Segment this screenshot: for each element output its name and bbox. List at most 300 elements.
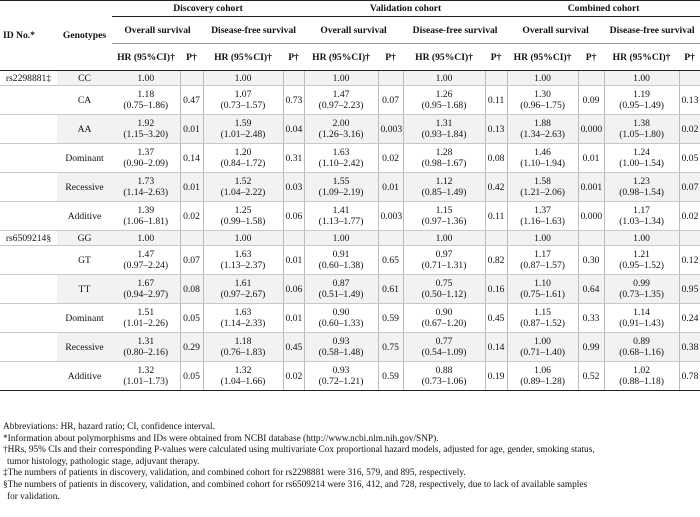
p-value: 0.47	[180, 86, 203, 115]
cohort-header-discovery: Discovery cohort	[112, 1, 304, 17]
snp-id: rs6509214§	[0, 231, 57, 246]
hr-header: HR (95%CI)†	[304, 44, 378, 71]
hr-value: 1.51	[137, 307, 155, 318]
table-row	[0, 115, 700, 144]
ci-value: (1.04–1.66)	[220, 376, 266, 387]
hr-value: 1.00	[604, 231, 679, 246]
genotype-label: Recessive	[57, 173, 112, 202]
hr-value: 1.63	[234, 249, 252, 260]
hr-value: 1.18	[234, 336, 252, 347]
hr-ci-cell	[604, 115, 679, 144]
hr-value: 1.26	[435, 89, 453, 100]
hr-value: 0.93	[332, 336, 350, 347]
hr-value: 1.37	[137, 147, 155, 158]
ci-value: (0.75–1.86)	[123, 100, 169, 111]
ci-value: (0.85–1.49)	[421, 187, 467, 198]
hr-ci-cell	[304, 362, 378, 391]
hr-ci-cell	[604, 362, 679, 391]
os-header: Overall survival	[304, 17, 403, 44]
ci-value: (0.60–1.38)	[318, 260, 364, 271]
snp-id-spacer	[0, 275, 57, 304]
ci-value: (1.15–3.20)	[123, 129, 169, 140]
p-value: 0.02	[180, 202, 203, 231]
genotype-label: Additive	[57, 202, 112, 231]
hr-ci-cell	[507, 304, 578, 333]
p-value: 0.52	[578, 362, 604, 391]
genotype-label: GG	[57, 231, 112, 246]
hr-value: 1.00	[403, 231, 485, 246]
hr-ci-cell	[604, 202, 679, 231]
p-header: P†	[485, 44, 507, 71]
hr-value: 1.00	[507, 231, 578, 246]
genotype-label: CA	[57, 86, 112, 115]
hr-value: 1.12	[435, 176, 453, 187]
hr-ci-cell	[507, 144, 578, 173]
p-value: 0.65	[378, 246, 403, 275]
hr-ci-cell	[604, 275, 679, 304]
hr-value: 1.39	[137, 205, 155, 216]
hr-ci-cell	[403, 144, 485, 173]
hr-ci-cell	[507, 202, 578, 231]
ci-value: (0.76–1.83)	[220, 347, 266, 358]
p-value: 0.07	[378, 86, 403, 115]
hr-value: 1.00	[507, 71, 578, 86]
ci-value: (1.01–1.73)	[123, 376, 169, 387]
ci-value: (1.05–1.80)	[619, 129, 664, 140]
p-value: 0.08	[485, 144, 507, 173]
p-value: 0.05	[679, 144, 700, 173]
hr-ci-cell	[403, 333, 485, 362]
ci-value: (1.10–1.94)	[520, 158, 565, 169]
footnote: Abbreviations: HR, hazard ratio; CI, confidence interval.	[3, 422, 215, 432]
hr-value: 0.77	[435, 336, 453, 347]
hr-value: 1.00	[203, 71, 283, 86]
hr-ci-cell	[304, 275, 378, 304]
hr-ci-cell	[203, 86, 283, 115]
p-value: 0.16	[485, 275, 507, 304]
cohort-header-validation: Validation cohort	[304, 1, 507, 17]
hr-value: 1.58	[534, 176, 551, 187]
hr-ci-cell	[203, 173, 283, 202]
p-value: 0.33	[578, 304, 604, 333]
hr-ci-cell	[112, 173, 180, 202]
p-value: 0.01	[578, 144, 604, 173]
hr-value: 0.88	[435, 365, 453, 376]
dfs-header: Disease-free survival	[403, 17, 507, 44]
hr-value: 1.32	[234, 365, 252, 376]
ci-value: (0.72–1.21)	[318, 376, 364, 387]
hr-ci-cell	[304, 144, 378, 173]
id-header: ID No.*	[0, 1, 57, 71]
snp-id-spacer	[0, 362, 57, 391]
hr-value: 1.37	[534, 205, 551, 216]
p-value: 0.59	[378, 304, 403, 333]
hr-header: HR (95%CI)†	[403, 44, 485, 71]
hr-ci-cell	[112, 362, 180, 391]
p-value: 0.000	[578, 202, 604, 231]
hr-ci-cell	[203, 304, 283, 333]
p-value: 0.000	[578, 115, 604, 144]
hr-ci-cell	[304, 86, 378, 115]
hr-value: 1.55	[332, 176, 350, 187]
hr-value: 1.00	[403, 71, 485, 86]
hr-ci-cell	[604, 304, 679, 333]
p-value	[679, 231, 700, 246]
ci-value: (0.95–1.68)	[421, 100, 467, 111]
p-value: 0.75	[378, 333, 403, 362]
hr-ci-cell	[403, 275, 485, 304]
ci-value: (0.68–1.16)	[619, 347, 664, 358]
p-value: 0.06	[283, 202, 304, 231]
hr-ci-cell	[304, 202, 378, 231]
p-value	[485, 71, 507, 86]
hr-ci-cell	[304, 115, 378, 144]
hr-ci-cell	[604, 144, 679, 173]
ci-value: (0.75–1.61)	[520, 289, 565, 300]
hr-value: 1.00	[203, 231, 283, 246]
ci-value: (1.34–2.63)	[520, 129, 565, 140]
genotype-label: TT	[57, 275, 112, 304]
hr-ci-cell	[604, 86, 679, 115]
ci-value: (1.21–2.06)	[520, 187, 565, 198]
hr-value: 1.17	[534, 249, 551, 260]
ci-value: (1.03–1.34)	[619, 216, 664, 227]
genotype-label: Dominant	[57, 304, 112, 333]
p-value: 0.06	[283, 275, 304, 304]
hr-value: 1.73	[137, 176, 155, 187]
hr-value: 1.32	[137, 365, 155, 376]
hr-value: 1.47	[332, 89, 350, 100]
p-value: 0.38	[679, 333, 700, 362]
ci-value: (1.04–2.22)	[220, 187, 266, 198]
hr-value: 0.91	[332, 249, 350, 260]
ci-value: (0.91–1.43)	[619, 318, 664, 329]
p-value: 0.003	[378, 202, 403, 231]
hr-value: 1.31	[435, 118, 453, 129]
genotype-label: AA	[57, 115, 112, 144]
hr-ci-cell	[112, 202, 180, 231]
hr-value: 1.41	[332, 205, 350, 216]
p-value: 0.82	[485, 246, 507, 275]
ci-value: (0.87–1.52)	[520, 318, 565, 329]
hr-value: 1.00	[604, 71, 679, 86]
snp-id-spacer	[0, 202, 57, 231]
hr-ci-cell	[112, 115, 180, 144]
ci-value: (0.96–1.75)	[520, 100, 565, 111]
ci-value: (0.67–1.20)	[421, 318, 467, 329]
hr-ci-cell	[203, 275, 283, 304]
hr-value: 1.31	[137, 336, 155, 347]
hr-ci-cell	[112, 246, 180, 275]
hr-value: 1.18	[137, 89, 155, 100]
hr-ci-cell	[112, 304, 180, 333]
p-value: 0.13	[485, 115, 507, 144]
p-value: 0.78	[679, 362, 700, 391]
ci-value: (1.10–2.42)	[318, 158, 364, 169]
ci-value: (0.51–1.49)	[318, 289, 364, 300]
ci-value: (1.26–3.16)	[318, 129, 364, 140]
hr-value: 1.52	[234, 176, 252, 187]
ci-value: (0.97–2.24)	[123, 260, 169, 271]
ci-value: (0.99–1.58)	[220, 216, 266, 227]
table-row	[0, 231, 700, 246]
p-value: 0.01	[283, 246, 304, 275]
hr-value: 1.30	[534, 89, 551, 100]
hr-header: HR (95%CI)†	[203, 44, 283, 71]
hr-value: 1.61	[234, 278, 252, 289]
hr-ci-cell	[507, 86, 578, 115]
hr-ci-cell	[203, 362, 283, 391]
cohort-header-combined: Combined cohort	[507, 1, 700, 17]
ci-value: (0.97–2.23)	[318, 100, 364, 111]
hr-ci-cell	[507, 362, 578, 391]
table-row	[0, 144, 700, 173]
ci-value: (0.98–1.67)	[421, 158, 467, 169]
hr-value: 1.00	[112, 231, 180, 246]
ci-value: (0.54–1.09)	[421, 347, 467, 358]
hr-value: 1.24	[633, 147, 650, 158]
p-value: 0.45	[283, 333, 304, 362]
hr-ci-cell	[507, 173, 578, 202]
hr-value: 1.21	[633, 249, 650, 260]
hr-value: 1.67	[137, 278, 155, 289]
hr-ci-cell	[304, 173, 378, 202]
p-value: 0.95	[679, 275, 700, 304]
hr-ci-cell	[304, 304, 378, 333]
hr-value: 0.89	[633, 336, 650, 347]
hr-value: 1.38	[633, 118, 650, 129]
p-value	[378, 231, 403, 246]
hr-value: 1.00	[112, 71, 180, 86]
ci-value: (0.73–1.06)	[421, 376, 467, 387]
p-value: 0.003	[378, 115, 403, 144]
hr-value: 1.14	[633, 307, 650, 318]
p-value: 0.01	[180, 115, 203, 144]
hr-value: 1.00	[534, 336, 551, 347]
p-value: 0.61	[378, 275, 403, 304]
hr-ci-cell	[203, 144, 283, 173]
hr-ci-cell	[507, 115, 578, 144]
genotype-label: Recessive	[57, 333, 112, 362]
hr-value: 1.88	[534, 118, 551, 129]
ci-value: (1.09–2.19)	[318, 187, 364, 198]
footnote: §The numbers of patients in discovery, validation, and combined cohort for rs6509214 were 316, 412, and 728, respectively, due to lack of available samples	[3, 479, 588, 490]
dfs-header: Disease-free survival	[604, 17, 700, 44]
genotype-header: Genotypes	[57, 1, 112, 71]
ci-value: (0.71–1.40)	[520, 347, 565, 358]
hr-header: HR (95%CI)†	[604, 44, 679, 71]
table-row	[0, 246, 700, 275]
ci-value: (0.73–1.35)	[619, 289, 664, 300]
hr-value: 1.15	[534, 307, 551, 318]
p-value	[378, 71, 403, 86]
ci-value: (1.13–2.37)	[220, 260, 266, 271]
hr-header: HR (95%CI)†	[507, 44, 578, 71]
hr-ci-cell	[112, 144, 180, 173]
snp-id-spacer	[0, 144, 57, 173]
hr-value: 1.63	[332, 147, 350, 158]
p-header: P†	[378, 44, 403, 71]
p-value	[578, 231, 604, 246]
p-value: 0.24	[679, 304, 700, 333]
p-value: 0.30	[578, 246, 604, 275]
hr-ci-cell	[203, 202, 283, 231]
ci-value: (0.80–2.16)	[123, 347, 169, 358]
snp-id-spacer	[0, 333, 57, 362]
p-value: 0.14	[485, 333, 507, 362]
hr-value: 1.47	[137, 249, 155, 260]
hr-ci-cell	[203, 333, 283, 362]
ci-value: (0.50–1.12)	[421, 289, 467, 300]
hr-value: 1.20	[234, 147, 252, 158]
dfs-header: Disease-free survival	[203, 17, 304, 44]
p-value: 0.01	[283, 304, 304, 333]
p-value: 0.73	[283, 86, 304, 115]
hr-value: 0.93	[332, 365, 350, 376]
ci-value: (0.97–1.36)	[421, 216, 467, 227]
p-value: 0.13	[679, 86, 700, 115]
hr-value: 1.17	[633, 205, 650, 216]
hr-value: 1.63	[234, 307, 252, 318]
hr-ci-cell	[203, 115, 283, 144]
hr-value: 2.00	[332, 118, 350, 129]
hr-value: 1.00	[304, 71, 378, 86]
p-value: 0.04	[283, 115, 304, 144]
ci-value: (1.14–2.33)	[220, 318, 266, 329]
table-row	[0, 86, 700, 115]
ci-value: (1.01–2.26)	[123, 318, 169, 329]
hr-value: 1.28	[435, 147, 453, 158]
os-header: Overall survival	[507, 17, 604, 44]
p-value: 0.99	[578, 333, 604, 362]
ci-value: (0.88–1.18)	[619, 376, 664, 387]
hr-ci-cell	[604, 333, 679, 362]
hr-ci-cell	[507, 246, 578, 275]
hr-header: HR (95%CI)†	[112, 44, 180, 71]
hr-ci-cell	[507, 333, 578, 362]
hr-value: 1.07	[234, 89, 252, 100]
hr-ci-cell	[604, 246, 679, 275]
hr-value: 1.23	[633, 176, 650, 187]
hr-ci-cell	[403, 202, 485, 231]
genotype-label: GT	[57, 246, 112, 275]
hr-ci-cell	[403, 115, 485, 144]
table-row	[0, 71, 700, 86]
ci-value: (0.71–1.31)	[421, 260, 467, 271]
hr-ci-cell	[604, 173, 679, 202]
p-value	[679, 71, 700, 86]
snp-id: rs2298881‡	[0, 71, 57, 86]
table-row	[0, 333, 700, 362]
hr-value: 1.00	[304, 231, 378, 246]
genotype-label: CC	[57, 71, 112, 86]
hr-value: 1.19	[633, 89, 650, 100]
hr-value: 0.75	[435, 278, 453, 289]
hr-ci-cell	[112, 275, 180, 304]
hr-ci-cell	[403, 362, 485, 391]
hr-value: 1.25	[234, 205, 252, 216]
footnote: ‡The numbers of patients in discovery, validation, and combined cohort for rs2298881 were 316, 579, and 895, respectively.	[3, 468, 466, 479]
p-value: 0.12	[679, 246, 700, 275]
hr-value: 1.59	[234, 118, 252, 129]
ci-value: (0.94–2.97)	[123, 289, 169, 300]
ci-value: (0.95–1.52)	[619, 260, 664, 271]
genotype-label: Additive	[57, 362, 112, 391]
ci-value: (1.00–1.54)	[619, 158, 664, 169]
p-header: P†	[180, 44, 203, 71]
ci-value: (0.84–1.72)	[220, 158, 266, 169]
p-value: 0.02	[679, 115, 700, 144]
hr-value: 1.02	[633, 365, 650, 376]
p-value: 0.01	[180, 173, 203, 202]
p-value	[485, 231, 507, 246]
hr-ci-cell	[403, 304, 485, 333]
footnote: *Information about polymorphisms and IDs were obtained from NCBI database (http://www.ncbi.nlm.nih.gov/SNP).	[3, 433, 439, 444]
p-value: 0.09	[578, 86, 604, 115]
p-value: 0.08	[180, 275, 203, 304]
hr-value: 0.90	[435, 307, 453, 318]
hr-value: 1.92	[137, 118, 155, 129]
snp-id-spacer	[0, 173, 57, 202]
table-row	[0, 173, 700, 202]
ci-value: (0.90–2.09)	[123, 158, 169, 169]
table-row	[0, 362, 700, 391]
p-header: P†	[578, 44, 604, 71]
table-row	[0, 304, 700, 333]
hr-value: 1.15	[435, 205, 453, 216]
p-value: 0.07	[180, 246, 203, 275]
p-value: 0.29	[180, 333, 203, 362]
table-row	[0, 202, 700, 231]
footnote: †HRs, 95% CIs and their corresponding P-values were calculated using multivariate Cox proportional hazard models, adjusted for age, gender, smoking status,	[3, 445, 595, 456]
snp-id-spacer	[0, 115, 57, 144]
p-value: 0.11	[485, 202, 507, 231]
p-value: 0.14	[180, 144, 203, 173]
p-value: 0.19	[485, 362, 507, 391]
ci-value: (0.73–1.57)	[220, 100, 266, 111]
ci-value: (0.87–1.57)	[520, 260, 565, 271]
p-value: 0.05	[180, 362, 203, 391]
hr-ci-cell	[112, 86, 180, 115]
ci-value: (1.16–1.63)	[520, 216, 565, 227]
p-value: 0.42	[485, 173, 507, 202]
p-value: 0.07	[679, 173, 700, 202]
snp-id-spacer	[0, 86, 57, 115]
footnote: tumor histology, pathologic stage, adjuvant therapy.	[7, 456, 200, 467]
hr-ci-cell	[304, 333, 378, 362]
hr-value: 0.97	[435, 249, 453, 260]
p-value	[180, 231, 203, 246]
genotype-label: Dominant	[57, 144, 112, 173]
hr-ci-cell	[403, 173, 485, 202]
p-value: 0.001	[578, 173, 604, 202]
snp-id-spacer	[0, 246, 57, 275]
p-value: 0.01	[378, 173, 403, 202]
p-value: 0.05	[180, 304, 203, 333]
hr-ci-cell	[507, 275, 578, 304]
ci-value: (0.60–1.33)	[318, 318, 364, 329]
p-value: 0.02	[679, 202, 700, 231]
p-value: 0.11	[485, 86, 507, 115]
p-value: 0.31	[283, 144, 304, 173]
footnote: for validation.	[7, 491, 60, 502]
snp-id-spacer	[0, 304, 57, 333]
hr-ci-cell	[203, 246, 283, 275]
table-row	[0, 275, 700, 304]
hr-value: 0.87	[332, 278, 350, 289]
ci-value: (1.14–2.63)	[123, 187, 169, 198]
ci-value: (0.95–1.49)	[619, 100, 664, 111]
